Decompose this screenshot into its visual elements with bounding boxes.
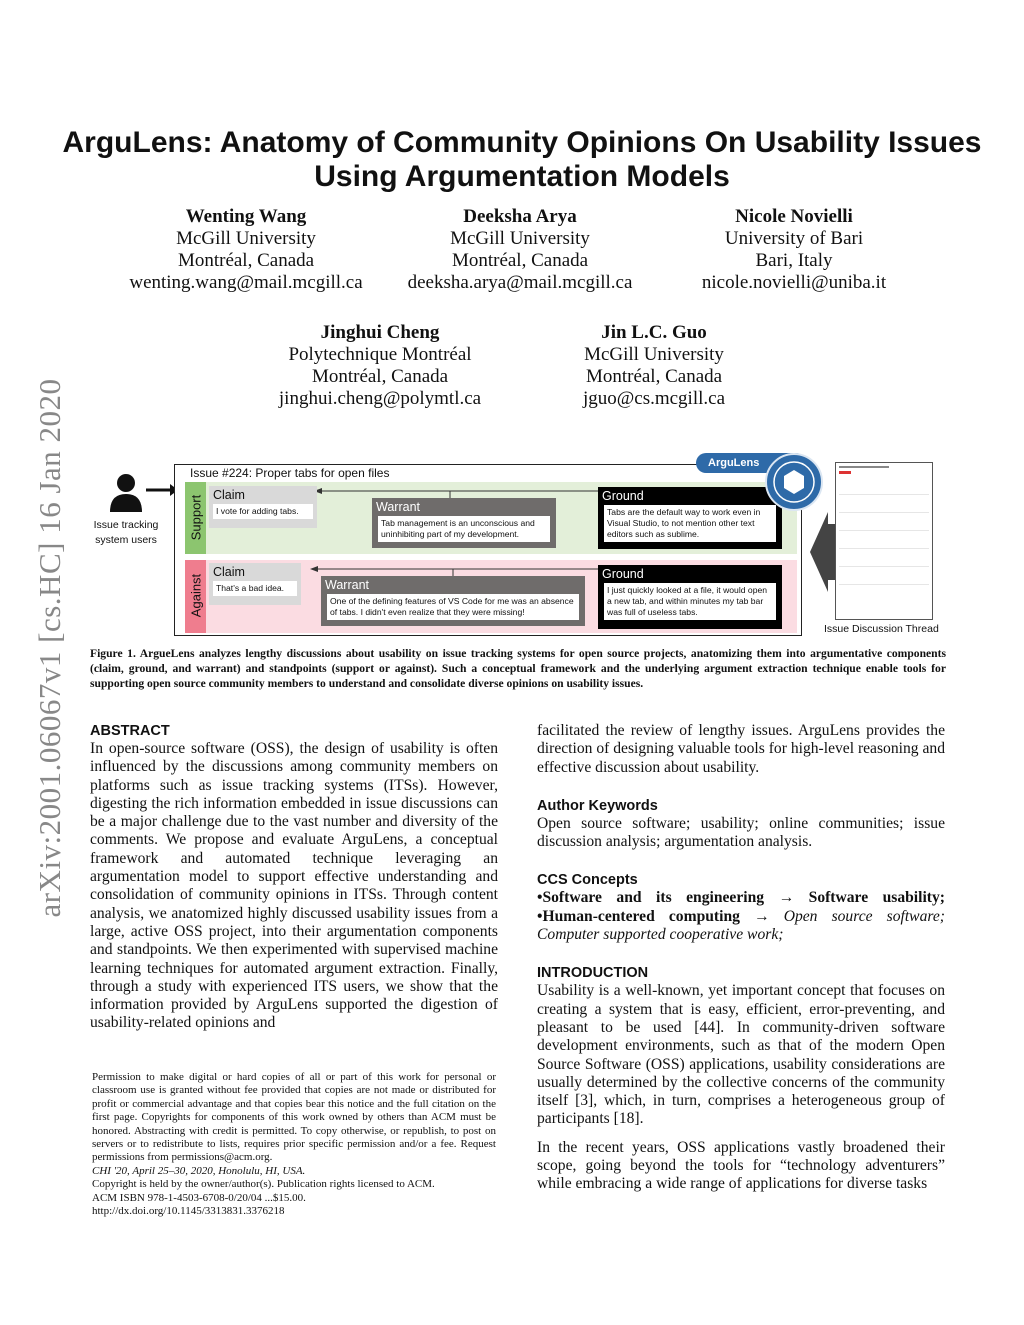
author-affiliation: McGill University: [176, 228, 316, 249]
keywords-text: Open source software; usability; online communities; issue discussion analysis; argumentation analysis.: [537, 814, 945, 851]
author-email: deeksha.arya@mail.mcgill.ca: [407, 272, 633, 293]
claim-title: Claim: [213, 488, 245, 502]
author-name: Jin L.C. Guo: [601, 322, 707, 343]
doi-link[interactable]: http://dx.doi.org/10.1145/3313831.3376218: [92, 1205, 285, 1218]
abstract-continued: facilitated the review of lengthy issues. ArguLens provides the direction of designing valuable tools for high-level reasoning and effective discussion about usability.: [537, 722, 945, 776]
author-affiliation: Polytechnique Montréal: [288, 344, 472, 365]
intro-paragraph-1: Usability is a well-known, yet important concept that focuses on creating a system that is easy, efficient, error-preventing, and pleasant to be used [44]. In community-driven software development environments, such as that of the modern Open Source Software (OSS) applications, usability considerations are usually determined by the collective concerns of the community itself [3], which, in turn, comprises a heterogeneous group of participants [18].: [537, 982, 945, 1128]
against-label: Against: [188, 573, 204, 618]
right-column: [537, 722, 945, 1194]
warrant-title: Warrant: [376, 500, 420, 514]
aperture-logo-icon: [764, 452, 824, 512]
author-location: Montréal, Canada: [311, 366, 449, 387]
author-email: nicole.novielli@uniba.it: [701, 272, 887, 293]
against-ground-box: [598, 565, 782, 629]
support-warrant-box: [372, 498, 556, 548]
abstract-text: In open-source software (OSS), the design of usability is often influenced by the discussions among community members on platforms such as issue tracking systems (ITSs). However, digesting the rich information embedded in issue discussions can be a major challenge due to the vast number and diversity of the comments. We propose and evaluate ArguLens, a conceptual framework and automated technique leveraging an argumentation model to support effective understanding and consolidation of community opinions in ITSs. Through content analysis, we anatomized highly discussed usability issues from a large, active OSS project, into their argumentation components and standpoints. We then experimented with supervised machine learning techniques for automated argument extraction. Finally, through a study with experienced ITS users, we show that the information provided by ArguLens supported the digestion of usability-related opinions and: [90, 740, 498, 1032]
introduction-heading: INTRODUCTION: [537, 965, 649, 982]
ccs-item-1-sub: Software usability;: [808, 889, 945, 907]
paper-title: ArguLens: Anatomy of Community Opinions On Usability Issues Using Argumentation Models: [62, 126, 982, 193]
ground-text: Tabs are the default way to work even in Visual Studio, to not mention other text editors such as sublime.: [604, 505, 776, 542]
warrant-title: Warrant: [325, 578, 369, 592]
author-email: jguo@cs.mcgill.ca: [582, 388, 726, 409]
ccs-heading: CCS Concepts: [537, 872, 638, 889]
against-claim-box: [209, 563, 301, 605]
issue-title: Issue #224: Proper tabs for open files: [190, 466, 390, 480]
author-location: Montréal, Canada: [451, 250, 589, 271]
author-location: Montréal, Canada: [585, 366, 723, 387]
argulens-logo-label: ArguLens: [696, 453, 806, 473]
author-affiliation: McGill University: [584, 344, 724, 365]
ground-text: I just quickly looked at a file, it would open a new tab, and within minutes my tab bar was full of useless tabs.: [604, 583, 776, 620]
users-label: Issue tracking system users: [93, 519, 159, 546]
thread-thumbnail: [835, 462, 933, 620]
ccs-item-2: •Human-centered computing: [537, 907, 740, 925]
arxiv-side-label: arXiv:2001.06067v1 [cs.HC] 16 Jan 2020: [32, 378, 67, 918]
isbn: ACM ISBN 978-1-4503-6708-0/20/04 ...$15.00.: [92, 1191, 306, 1204]
ground-title: Ground: [602, 489, 644, 503]
author-name: Wenting Wang: [185, 206, 307, 227]
author-affiliation: McGill University: [450, 228, 590, 249]
user-icon: [108, 472, 178, 514]
author-location: Bari, Italy: [755, 250, 833, 271]
claim-title: Claim: [213, 565, 245, 579]
author-name: Nicole Novielli: [735, 206, 853, 227]
claim-text: I vote for adding tabs.: [213, 504, 313, 519]
abstract-heading: ABSTRACT: [90, 723, 170, 739]
author-affiliation: University of Bari: [724, 228, 864, 249]
arrow: →: [754, 907, 770, 925]
keywords-heading: Author Keywords: [537, 797, 658, 814]
copyright-footnote: [92, 1071, 496, 1218]
thread-label: Issue Discussion Thread: [824, 623, 939, 635]
author-name: Jinghui Cheng: [320, 322, 440, 343]
permission-text: Permission to make digital or hard copies of all or part of this work for personal or classroom use is granted without fee provided that copies are not made or distributed for profit or commercial advantage and that copies bear this notice and the full citation on the first page. Copyrights for components of this work owned by others than ACM must be honored. Abstracting with credit is permitted. To copy otherwise, or republish, to post on servers or to redistribute to lists, requires prior specific permission and/or a fee. Request permissions from permissions@acm.org.: [92, 1071, 496, 1164]
arrow: →: [778, 889, 795, 907]
support-ground-box: [598, 487, 782, 549]
ccs-text: [537, 889, 945, 944]
author-email: jinghui.cheng@polymtl.ca: [278, 388, 482, 409]
author-location: Montréal, Canada: [177, 250, 315, 271]
author-name: Deeksha Arya: [463, 206, 577, 227]
intro-paragraph-2: In the recent years, OSS applications vastly broadened their scope, going beyond the tools for “technology adventurers” while embracing a wide range of applications for diverse tasks: [537, 1138, 945, 1193]
warrant-text: Tab management is an unconscious and uninhibiting part of my development.: [378, 516, 550, 542]
figure-1: [0, 0, 1024, 650]
copyright-text: Copyright is held by the owner/author(s). Publication rights licensed to ACM.: [92, 1178, 435, 1191]
left-column: [90, 722, 498, 1033]
warrant-text: One of the defining features of VS Code for me was an absence of tabs. I didn't even realize that they were missing!: [327, 594, 579, 620]
claim-text: That's a bad idea.: [213, 581, 297, 596]
big-left-arrow-icon: [810, 512, 838, 592]
author-email: wenting.wang@mail.mcgill.ca: [129, 272, 363, 293]
ground-title: Ground: [602, 567, 644, 581]
support-label: Support: [188, 494, 204, 541]
figure-caption: Figure 1. ArgueLens analyzes lengthy discussions about usability on issue tracking systems for open source projects, anatomizing them into argumentative components (claim, ground, and warrant) and standpoints (support or against). Such a conceptual framework and the underlying argument extraction technique enable tools for supporting open source community members to understand and consolidate diverse opinions on usability issues.: [90, 647, 946, 690]
ccs-item-2-sub: Open source software; Computer supported cooperative work;: [537, 907, 945, 944]
venue: CHI '20, April 25–30, 2020, Honolulu, HI, USA.: [92, 1164, 306, 1177]
against-warrant-box: [321, 576, 585, 626]
ccs-item-1: •Software and its engineering: [537, 889, 765, 907]
support-claim-box: [209, 486, 317, 528]
